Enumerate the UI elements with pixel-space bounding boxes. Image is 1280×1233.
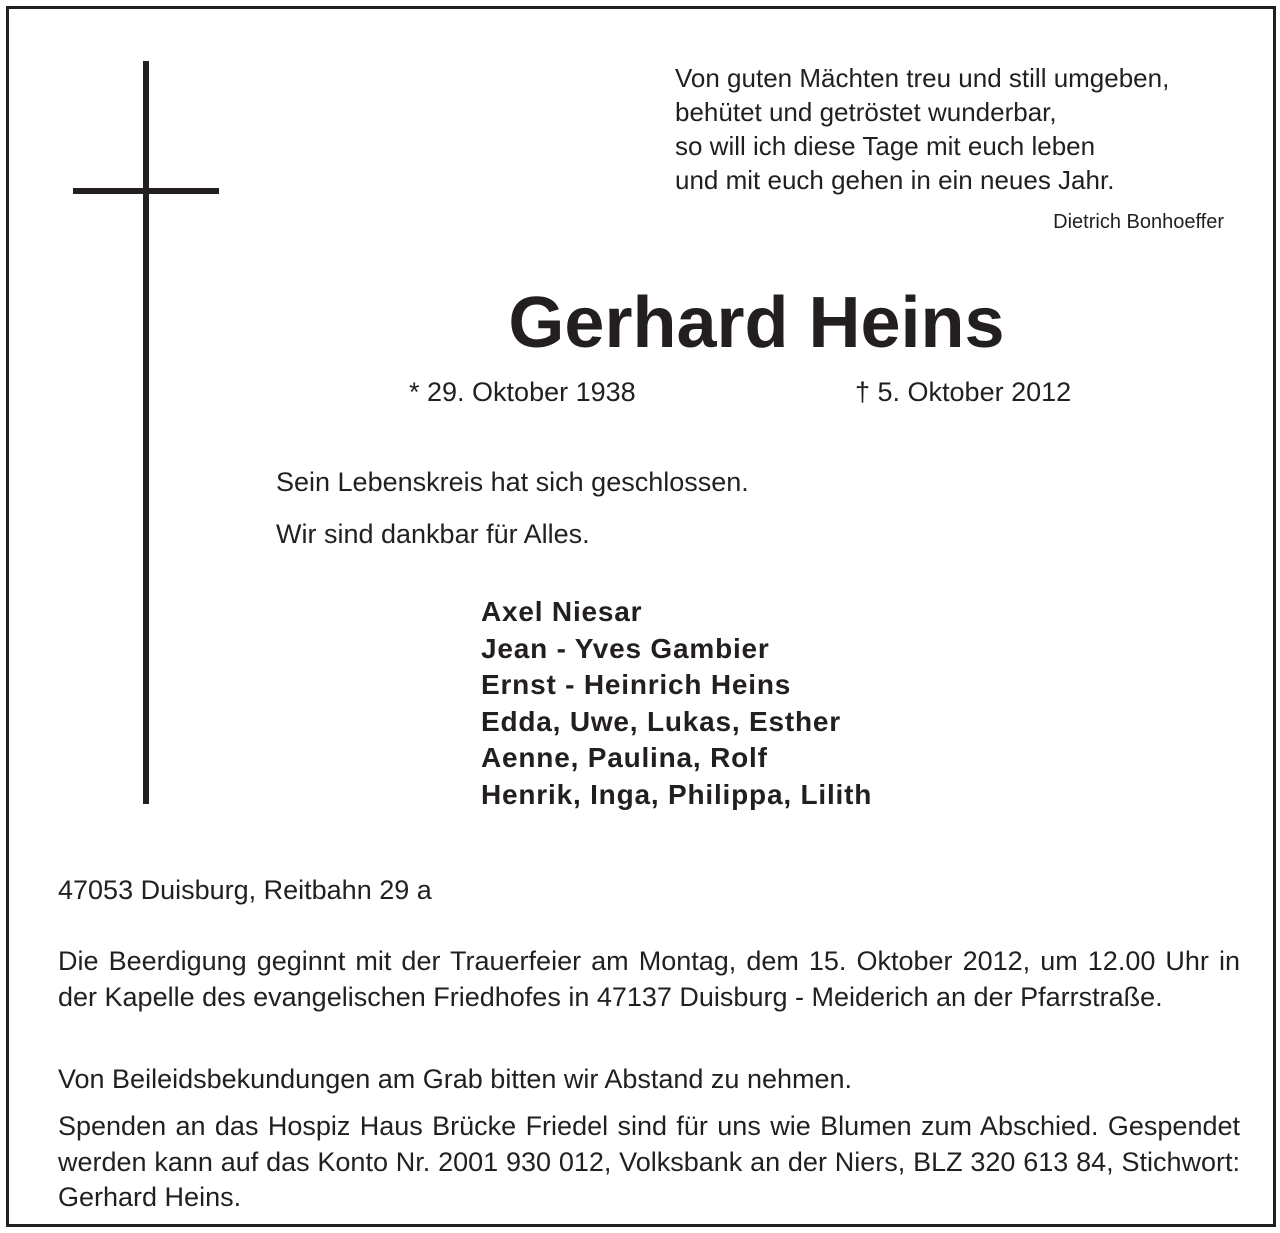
cross-icon-bar (73, 188, 219, 194)
mourners-list (481, 594, 872, 814)
funeral-info: Die Beerdigung geginnt mit der Trauerfeier am Montag, dem 15. Oktober 2012, um 12.00 Uhr in der Kapelle des evangelischen Friedhofes in 47137 Duisburg - Meiderich an der Pfarrstraße. (58, 946, 1240, 1012)
mourner-name: Jean - Yves Gambier (481, 632, 770, 664)
deceased-name: Gerhard Heins (508, 283, 1005, 363)
obituary-notice (6, 6, 1276, 1227)
death-date: † 5. Oktober 2012 (855, 377, 1072, 407)
quote-line: Von guten Mächten treu und still umgeben, (675, 63, 1170, 93)
quote-line: und mit euch gehen in ein neues Jahr. (675, 165, 1115, 195)
condolence-note: Von Beileidsbekundungen am Grab bitten wir Abstand zu nehmen. (58, 1064, 853, 1094)
mourner-name: Edda, Uwe, Lukas, Esther (481, 705, 841, 737)
quote-line: behütet und getröstet wunderbar, (675, 97, 1057, 127)
quote-author: Dietrich Bonhoeffer (1053, 211, 1224, 233)
statement-line: Sein Lebenskreis hat sich geschlossen. (276, 467, 749, 497)
quote (675, 61, 1245, 197)
mourner-name: Ernst - Heinrich Heins (481, 669, 792, 701)
statement-line: Wir sind dankbar für Alles. (276, 519, 590, 549)
quote-line: so will ich diese Tage mit euch leben (675, 131, 1096, 161)
mourner-name: Aenne, Paulina, Rolf (481, 742, 768, 774)
mourner-name: Henrik, Inga, Philippa, Lilith (481, 778, 873, 810)
mourner-name: Axel Niesar (481, 596, 643, 627)
cross-icon (143, 61, 149, 804)
address: 47053 Duisburg, Reitbahn 29 a (58, 875, 432, 905)
birth-date: * 29. Oktober 1938 (409, 377, 636, 407)
donation-info: Spenden an das Hospiz Haus Brücke Friedel sind für uns wie Blumen zum Abschied. Gespendet werden kann auf das Konto Nr. 2001 930 012, Volksbank an der Niers, BLZ 320 613 84, Stichwort: Gerhard Heins. (58, 1111, 1240, 1212)
